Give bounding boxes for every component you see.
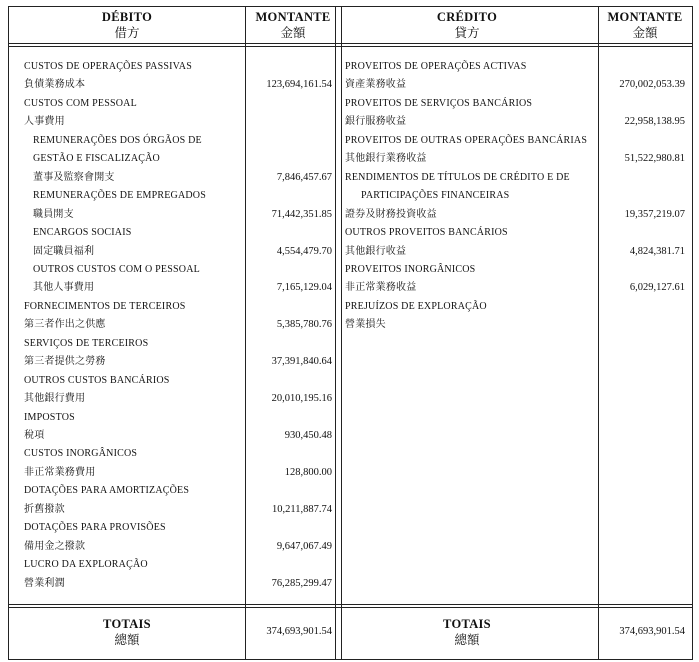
debit-row-amount: 7,846,457.67 xyxy=(276,171,332,183)
debit-row-amount: 20,010,195.16 xyxy=(271,393,332,405)
debit-totals-label xyxy=(9,616,245,648)
debit-row-label: 職員開支 xyxy=(33,208,74,220)
debit-montante-zh: 金額 xyxy=(280,26,306,40)
debit-row-label: 第三者作出之供應 xyxy=(24,319,106,331)
credit-row-label: 證券及財務投資收益 xyxy=(345,208,437,220)
credit-row-label: PROVEITOS INORGÂNICOS xyxy=(345,263,476,275)
debit-row-label: 其他銀行費用 xyxy=(24,393,86,405)
credit-row-amount: 22,958,138.95 xyxy=(624,116,685,128)
credit-row-label: OUTROS PROVEITOS BANCÁRIOS xyxy=(345,227,508,239)
credit-header xyxy=(336,9,598,41)
credit-totals-zh: 總額 xyxy=(454,633,480,647)
credit-row-label: 資產業務收益 xyxy=(345,79,407,91)
debit-row-label: DOTAÇÕES PARA AMORTIZAÇÕES xyxy=(24,485,190,497)
credit-header-zh: 貸方 xyxy=(454,26,480,40)
debit-row-amount: 9,647,067.49 xyxy=(276,540,332,552)
credit-row-label: 營業損失 xyxy=(345,319,386,331)
credit-totals-label xyxy=(336,616,598,648)
credit-row-label: RENDIMENTOS DE TÍTULOS DE CRÉDITO E DE xyxy=(345,171,570,183)
debit-row-amount: 10,211,887.74 xyxy=(272,503,332,515)
debit-row-label: DOTAÇÕES PARA PROVISÕES xyxy=(24,522,166,534)
debit-row-label: 第三者提供之勞務 xyxy=(24,356,106,368)
credit-row-label: 其他銀行收益 xyxy=(345,245,407,257)
debit-row-label: LUCRO DA EXPLORAÇÃO xyxy=(24,559,148,571)
debit-row-label: CUSTOS INORGÂNICOS xyxy=(24,448,138,460)
debit-row-label: 其他人事費用 xyxy=(33,282,95,294)
debit-row-amount: 5,385,780.76 xyxy=(276,319,332,331)
debit-row-label: REMUNERAÇÕES DE EMPREGADOS xyxy=(33,190,206,202)
header-rule-double xyxy=(8,46,692,47)
credit-row-label: 其他銀行業務收益 xyxy=(345,153,427,165)
debit-header-pt: DÉBITO xyxy=(101,10,153,24)
credit-row-label: PREJUÍZOS DE EXPLORAÇÃO xyxy=(345,300,487,312)
credit-row-amount: 270,002,053.39 xyxy=(619,79,685,91)
debit-row-amount: 7,165,129.04 xyxy=(276,282,332,294)
credit-row-amount: 19,357,219.07 xyxy=(624,208,685,220)
totals-rule-double xyxy=(8,607,692,608)
credit-row-label: PROVEITOS DE SERVIÇOS BANCÁRIOS xyxy=(345,97,533,109)
credit-total-amount: 374,693,901.54 xyxy=(619,626,685,637)
header-rule xyxy=(8,43,692,44)
debit-row-amount: 76,285,299.47 xyxy=(271,577,332,589)
credit-montante-pt: MONTANTE xyxy=(607,10,683,24)
debit-row-label: CUSTOS COM PESSOAL xyxy=(24,97,137,109)
debit-row-label: 固定職員福利 xyxy=(33,245,95,257)
debit-total-amount: 374,693,901.54 xyxy=(266,626,332,637)
credit-row-label: 非正常業務收益 xyxy=(345,282,417,294)
debit-row-amount: 123,694,161.54 xyxy=(266,79,332,91)
credit-montante-header xyxy=(599,9,691,41)
debit-row-label: ENCARGOS SOCIAIS xyxy=(33,227,132,239)
totals-rule xyxy=(8,604,692,605)
credit-row-label: PROVEITOS DE OUTRAS OPERAÇÕES BANCÁRIAS xyxy=(345,134,588,146)
debit-row-label: CUSTOS DE OPERAÇÕES PASSIVAS xyxy=(24,61,192,72)
debit-row-label: 營業利潤 xyxy=(24,577,65,589)
debit-row-label: REMUNERAÇÕES DOS ÓRGÃOS DE xyxy=(33,134,202,146)
debit-header xyxy=(9,9,245,41)
credit-row-label: 銀行服務收益 xyxy=(345,116,407,128)
debit-totals-zh: 總額 xyxy=(114,633,140,647)
debit-row-amount: 71,442,351.85 xyxy=(271,208,332,220)
debit-row-label: GESTÃO E FISCALIZAÇÃO xyxy=(33,153,160,165)
credit-totals-pt: TOTAIS xyxy=(443,617,491,631)
debit-montante-header xyxy=(246,9,340,41)
debit-row-amount: 37,391,840.64 xyxy=(271,356,332,368)
debit-row-label: 稅項 xyxy=(24,430,45,441)
debit-row-label: OUTROS CUSTOS COM O PESSOAL xyxy=(33,263,200,275)
debit-row-label: FORNECIMENTOS DE TERCEIROS xyxy=(24,300,186,312)
credit-header-pt: CRÉDITO xyxy=(436,10,498,24)
debit-header-zh: 借方 xyxy=(114,26,140,40)
credit-row-label: PROVEITOS DE OPERAÇÕES ACTIVAS xyxy=(345,61,527,72)
debit-montante-pt: MONTANTE xyxy=(255,10,331,24)
credit-row-label: PARTICIPAÇÕES FINANCEIRAS xyxy=(361,190,510,202)
debit-totals-pt: TOTAIS xyxy=(103,617,151,631)
debit-row-amount: 930,450.48 xyxy=(284,430,332,441)
debit-row-label: IMPOSTOS xyxy=(24,411,75,423)
debit-row-label: 負債業務成本 xyxy=(24,79,86,91)
credit-row-amount: 51,522,980.81 xyxy=(624,153,685,165)
debit-row-amount: 128,800.00 xyxy=(284,466,332,478)
credit-row-amount: 4,824,381.71 xyxy=(629,245,685,257)
debit-row-label: SERVIÇOS DE TERCEIROS xyxy=(24,337,149,349)
credit-amount-divider xyxy=(598,6,599,659)
credit-montante-zh: 金額 xyxy=(632,26,658,40)
debit-row-label: 折舊撥款 xyxy=(24,503,65,515)
debit-row-amount: 4,554,479.70 xyxy=(276,245,332,257)
debit-row-label: 人事費用 xyxy=(24,116,65,128)
credit-row-amount: 6,029,127.61 xyxy=(629,282,685,294)
debit-row-label: OUTROS CUSTOS BANCÁRIOS xyxy=(24,374,170,386)
debit-row-label: 董事及監察會開支 xyxy=(33,171,115,183)
debit-row-label: 非正常業務費用 xyxy=(24,466,96,478)
debit-row-label: 備用金之撥款 xyxy=(24,540,86,552)
